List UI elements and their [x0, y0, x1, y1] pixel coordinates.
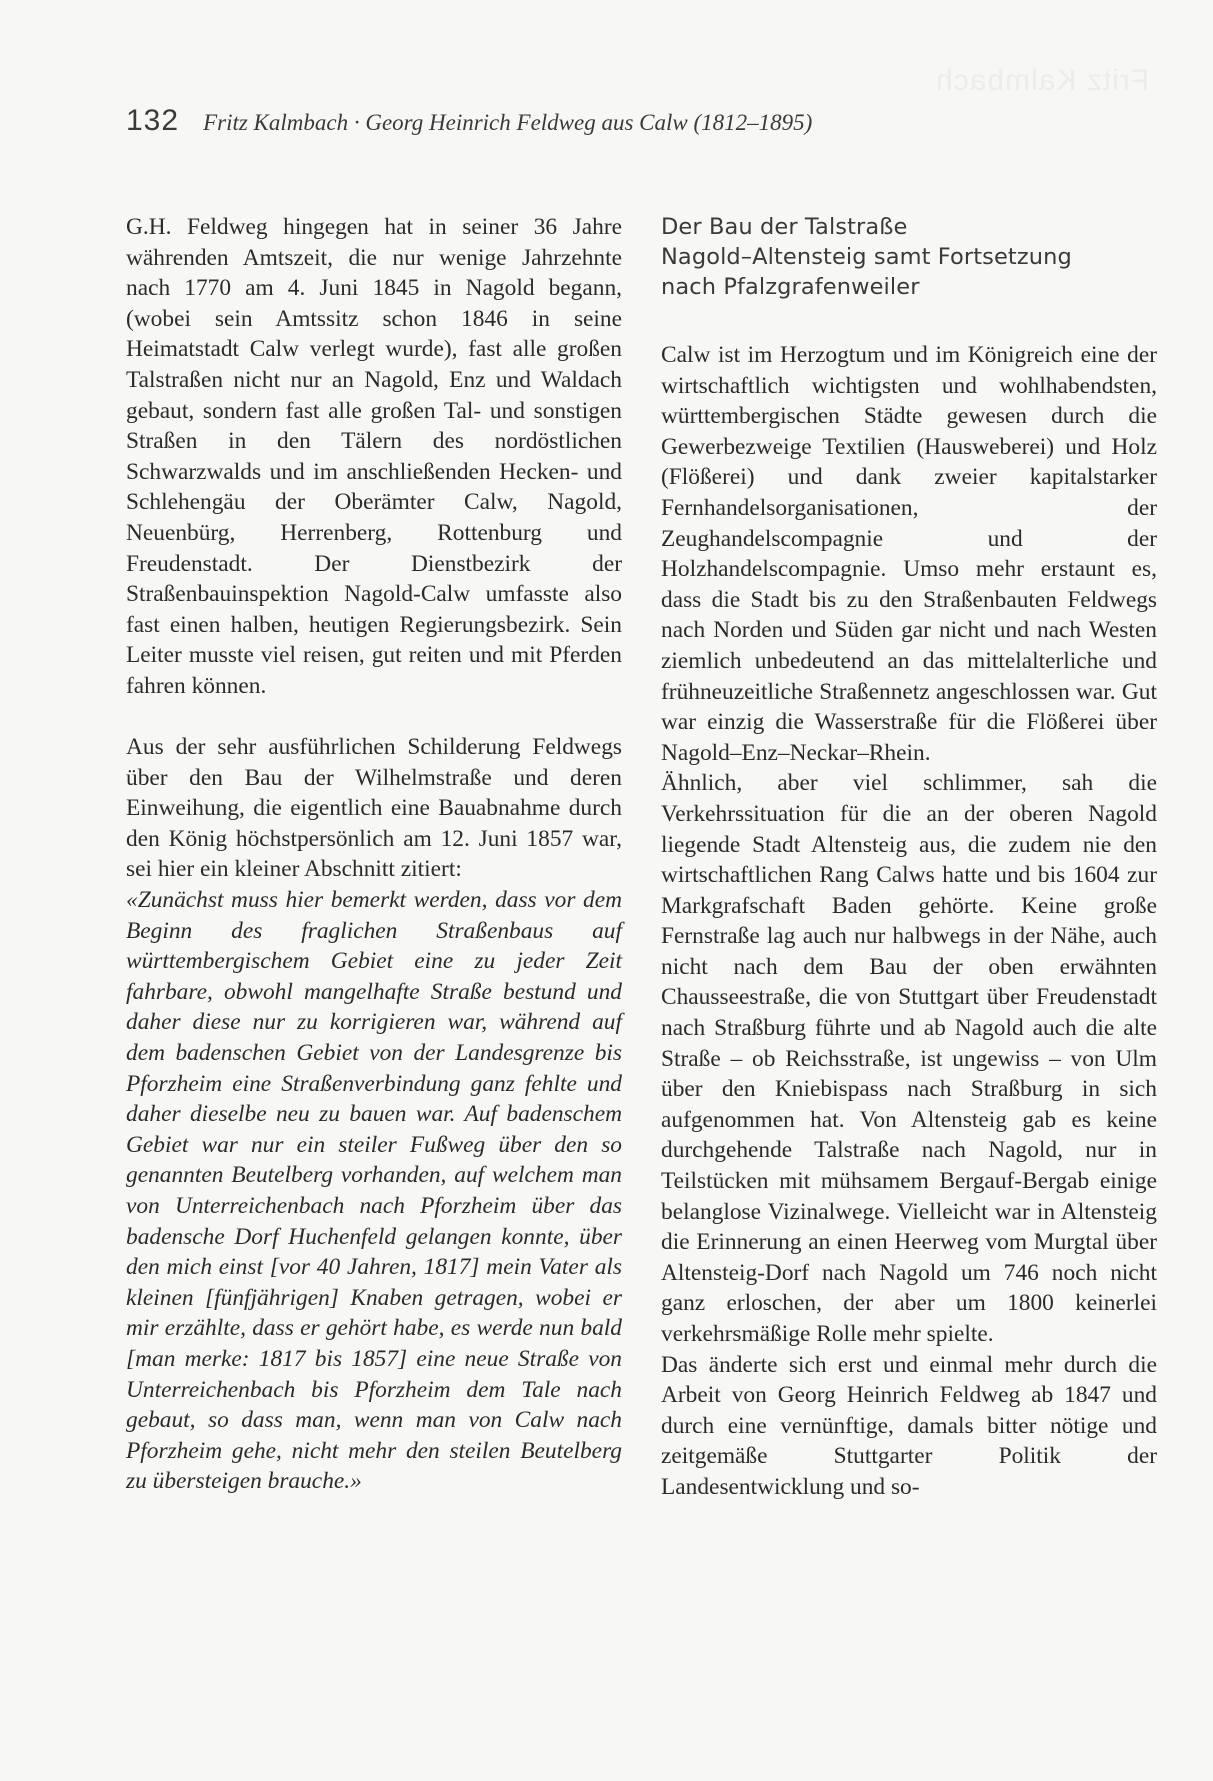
left-column: [126, 212, 622, 1497]
paragraph-spacer: [126, 702, 622, 733]
paragraph: Aus der sehr ausführlichen Schilderung Feldwegs über den Bau der Wilhelmstraße und deren Einweihung, die eigentlich eine Bauabnahme durch den König höchstpersönlich am 12. Juni 1857 war, sei hier ein kleiner Abschnitt zitiert:: [126, 734, 622, 883]
bleed-through-text: Fritz Kalmbach: [935, 64, 1150, 97]
running-title: Fritz Kalmbach · Georg Heinrich Feldweg aus Calw (1812–1895): [203, 110, 813, 135]
heading-line: Der Bau der Talstraße: [661, 214, 908, 240]
paragraph: Das änderte sich erst und einmal mehr durch die Arbeit von Georg Heinrich Feldweg ab 1847 und durch eine vernünftige, damals bitter nötige und zeitgemäße Stuttgarter Politik der Landesentwicklung und so-: [661, 1351, 1157, 1500]
page-number: 132: [126, 104, 180, 137]
paragraph: Ähnlich, aber viel schlimmer, sah die Verkehrssituation für die an der oberen Nagold liegende Stadt Altensteig aus, die zudem nie den wirtschaftlichen Rang Calws hatte und bis 1604 zur Markgrafschaft Baden gehörte. Keine große Fernstraße lag auch nur halbwegs in der Nähe, auch nicht nach dem Bau der oben erwähnten Chausseestraße, die von Stuttgart über Freudenstadt nach Straßburg führte und ab Nagold auch die alte Straße – ob Reichsstraße, ist ungewiss – von Ulm über den Kniebispass nach Straßburg in sich aufgenommen hat. Von Altensteig gab es keine durchgehende Talstraße nach Nagold, nur in Teilstücken mit mühsamem Bergauf-Bergab einige belanglose Vizinalwege. Vielleicht war in Altensteig die Erinnerung an einen Heerweg vom Murgtal über Altensteig-Dorf nach Nagold um 746 noch nicht ganz erloschen, der aber um 1800 keinerlei verkehrsmäßige Rolle mehr spielte.: [661, 770, 1157, 1347]
running-header: [126, 104, 812, 138]
paragraph: G.H. Feldweg hingegen hat in seiner 36 Jahre währenden Amtszeit, die nur wenige Jahrzehnte nach 1770 am 4. Juni 1845 in Nagold begann, (wobei sein Amtssitz schon 1846 in seine Heimatstadt Calw verlegt wurde), fast alle großen Talstraßen nicht nur an Nagold, Enz und Waldach gebaut, sondern fast alle großen Tal- und sonstigen Straßen in den Tälern des nordöstlichen Schwarzwalds und im anschließenden Hecken- und Schlehengäu der Oberämter Calw, Nagold, Neuenbürg, Herrenberg, Rottenburg und Freudenstadt. Der Dienstbezirk der Straßenbauinspektion Nagold-Calw umfasste also fast einen halben, heutigen Regierungsbezirk. Sein Leiter musste viel reisen, gut reiten und mit Pferden fahren können.: [126, 214, 622, 699]
section-heading: [661, 212, 1157, 302]
heading-line: Nagold–Altensteig samt Fortsetzung: [661, 244, 1072, 270]
heading-line: nach Pfalzgrafenweiler: [661, 274, 920, 300]
heading-spacer: [661, 302, 1157, 340]
right-column: [661, 212, 1157, 1503]
paragraph: Calw ist im Herzogtum und im Königreich eine der wirtschaftlich wichtigsten und wohlhabendsten, württembergischen Städte gewesen durch die Gewerbezweige Textilien (Hausweberei) und Holz (Flößerei) und dank zweier kapitalstarker Fernhandelsorganisationen, der Zeughandelscompagnie und der Holzhandelscompagnie. Umso mehr erstaunt es, dass die Stadt bis zu den Straßenbauten Feldwegs nach Norden und Süden gar nicht und nach Westen ziemlich unbedeutend an das mittelalterliche und frühneuzeitliche Straßennetz angeschlossen war. Gut war einzig die Wasserstraße für die Flößerei über Nagold–Enz–Neckar–Rhein.: [661, 342, 1157, 766]
block-quote: «Zunächst muss hier bemerkt werden, dass vor dem Beginn des fraglichen Straßenbaus auf württembergischem Gebiet eine zu jeder Zeit fahrbare, obwohl mangelhafte Straße bestund und daher diese nur zu korrigieren war, während auf dem badenschen Gebiet von der Landesgrenze bis Pforzheim eine Straßenverbindung ganz fehlte und daher dieselbe neu zu bauen war. Auf badenschem Gebiet war nur ein steiler Fußweg über den so genannten Beutelberg vorhanden, auf welchem man von Unterreichenbach nach Pforzheim über das badensche Dorf Huchenfeld gelangen konnte, über den mich einst [vor 40 Jahren, 1817] mein Vater als kleinen [fünfjährigen] Knaben getragen, wobei er mir erzählte, dass er gehört habe, es werde nun bald [man merke: 1817 bis 1857] eine neue Straße von Unterreichenbach bis Pforzheim dem Tale nach gebaut, so dass man, wenn man von Calw nach Pforzheim gehe, nicht mehr den steilen Beutelberg zu übersteigen brauche.»: [126, 887, 622, 1495]
